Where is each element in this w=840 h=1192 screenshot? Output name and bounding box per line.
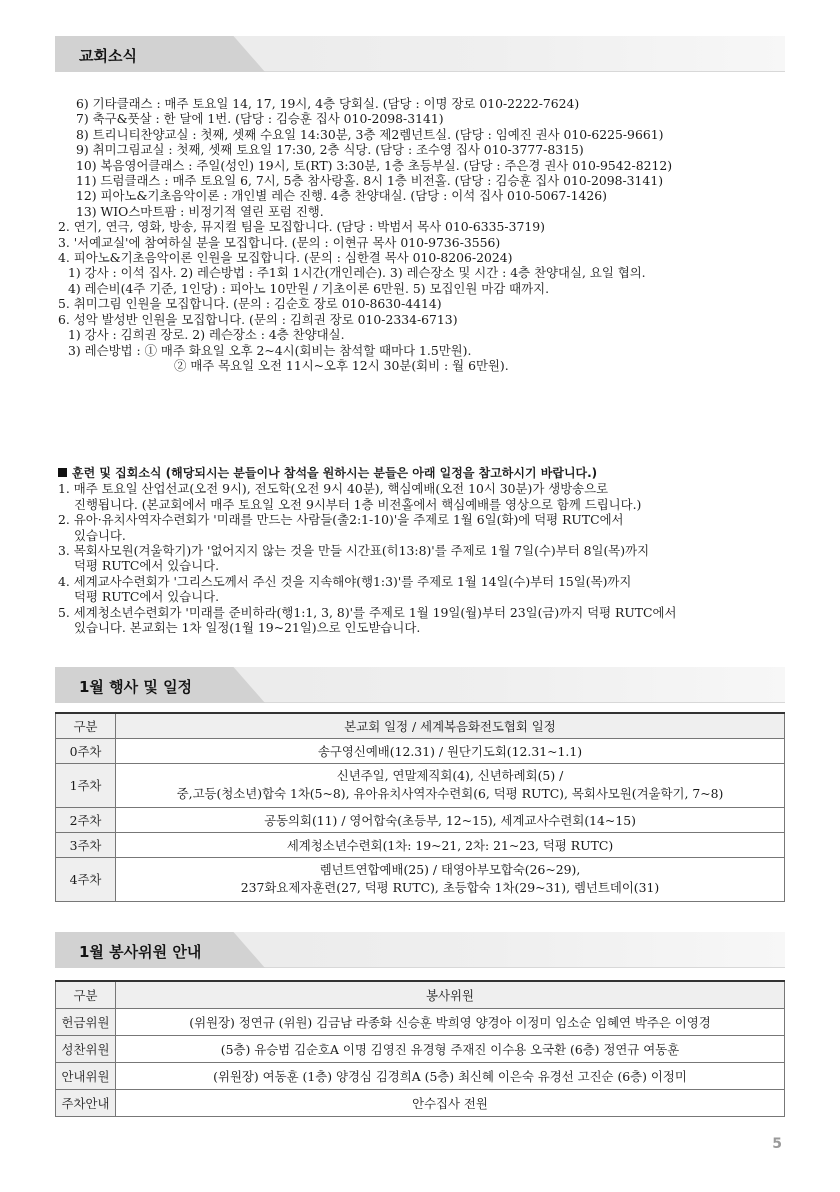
news-item: 6. 성악 발성반 인원을 모집합니다. (문의 : 김희권 장로 010-2334-6713)	[58, 311, 458, 327]
news-item: 2. 연기, 연극, 영화, 방송, 뮤지컬 팀을 모집합니다. (담당 : 박범서 목사 010-6335-3719)	[58, 219, 545, 235]
duty-table	[55, 980, 785, 1117]
table-row	[56, 1089, 785, 1116]
table-row	[56, 857, 785, 901]
notice-heading-text: 훈련 및 집회소식 (해당되시는 분들이나 참석을 원하시는 분들은 아래 일정을 참고하시기 바랍니다.)	[72, 466, 598, 480]
news-item: 4) 레슨비(4주 기준, 1인당) : 피아노 10만원 / 기초이론 6만원. 5) 모집인원 마감 때까지.	[68, 280, 550, 296]
table-row	[56, 807, 785, 832]
row-value	[116, 832, 785, 857]
row-value	[116, 857, 785, 901]
news-item: 1) 강사 : 김희권 장로. 2) 레슨장소 : 4층 찬양대실.	[68, 327, 345, 343]
row-label: 헌금위원	[56, 1008, 116, 1035]
row-value: (위원장) 정연규 (위원) 김금남 라종화 신승훈 박희영 양경아 이정미 임소순 임혜연 박주은 이영경	[116, 1008, 785, 1035]
row-value: (위원장) 여동훈 (1층) 양경심 김경희A (5층) 최신혜 이은숙 유경선 고진순 (6층) 이정미	[116, 1062, 785, 1089]
column-header: 본교회 일정 / 세계복음화전도협회 일정	[116, 713, 785, 738]
row-value	[116, 763, 785, 807]
news-item: 3. '서예교실'에 참여하실 분을 모집합니다. (문의 : 이현규 목사 010-9736-3556)	[58, 234, 501, 250]
news-item: 10) 복음영어클래스 : 주일(성인) 19시, 토(RT) 3:30분, 1층 초등부실. (담당 : 주은경 권사 010-9542-8212)	[76, 157, 673, 173]
section-title-events: 1월 행사 및 일정	[79, 678, 193, 696]
notice-item: 있습니다.	[74, 527, 126, 543]
page-number: 5	[772, 1136, 782, 1152]
row-label: 주차안내	[56, 1089, 116, 1116]
news-item: 1) 강사 : 이석 집사. 2) 레슨방법 : 주1회 1시간(개인레슨). 3) 레슨장소 및 시간 : 4층 찬양대실, 요일 협의.	[68, 265, 646, 281]
notice-item: 3. 목회사모원(겨울학기)가 '없어지지 않는 것을 만들 시간표(히13:8)'를 주제로 1월 7일(수)부터 8일(목)까지	[58, 543, 650, 559]
row-label: 3주차	[56, 832, 116, 857]
news-item: 5. 취미그림 인원을 모집합니다. (문의 : 김순호 장로 010-8630-4414)	[58, 296, 442, 312]
column-header: 구분	[56, 981, 116, 1008]
notice-item: 덕평 RUTC에서 있습니다.	[74, 589, 220, 605]
news-item: 9) 취미그림교실 : 첫째, 셋째 토요일 17:30, 2층 식당. (담당 : 조수영 집사 010-3777-8315)	[76, 142, 584, 158]
news-item: 4. 피아노&기초음악이론 인원을 모집합니다. (문의 : 심한결 목사 010-8206-2024)	[58, 250, 513, 266]
cell-line: 237화요제자훈련(27, 덕평 RUTC), 초등합숙 1차(29~31), 렘넌트데이(31)	[240, 880, 660, 895]
table-row	[56, 1035, 785, 1062]
section-header-news	[55, 36, 785, 72]
square-bullet-icon	[58, 468, 67, 477]
row-label: 성찬위원	[56, 1035, 116, 1062]
news-item: 6) 기타클래스 : 매주 토요일 14, 17, 19시, 4층 당회실. (담당 : 이명 장로 010-2222-7624)	[76, 96, 580, 111]
notice-item: 덕평 RUTC에서 있습니다.	[74, 558, 220, 574]
section-header-events	[55, 667, 785, 703]
notice-item: 4. 세계교사수련회가 '그리스도께서 주신 것을 지속해야(행1:3)'를 주제로 1월 14일(수)부터 15일(목)까지	[58, 573, 632, 589]
section-title-news: 교회소식	[79, 47, 137, 65]
notice-item: 2. 유아·유치사역자수련회가 '미래를 만드는 사람들(출2:1-10)'을 주제로 1월 6일(화)에 덕평 RUTC에서	[58, 512, 624, 528]
schedule-table	[55, 712, 785, 902]
table-row	[56, 1062, 785, 1089]
news-item: 3) 레슨방법 : ① 매주 화요일 오후 2~4시(회비는 참석할 때마다 1.5만원).	[68, 342, 472, 358]
cell-line: 신년주일, 연말제직회(4), 신년하례회(5) /	[336, 768, 564, 783]
table-header-row	[56, 713, 785, 738]
column-header: 봉사위원	[116, 981, 785, 1008]
row-label: 1주차	[56, 763, 116, 807]
training-notice	[58, 466, 788, 635]
table-row	[56, 832, 785, 857]
news-item: 12) 피아노&기초음악이론 : 개인별 레슨 진행. 4층 찬양대실. (담당 : 이석 집사 010-5067-1426)	[76, 188, 607, 204]
table-row	[56, 738, 785, 763]
row-value	[116, 807, 785, 832]
notice-heading	[58, 466, 788, 481]
notice-item: 5. 세계청소년수련회가 '미래를 준비하라(행1:1, 3, 8)'를 주제로 1월 19일(월)부터 23일(금)까지 덕평 RUTC에서	[58, 604, 677, 620]
row-label: 2주차	[56, 807, 116, 832]
section-title-duty: 1월 봉사위원 안내	[79, 943, 202, 961]
section-header-duty	[55, 932, 785, 968]
table-row	[56, 1008, 785, 1035]
news-item: 8) 트리니티찬양교실 : 첫째, 셋째 수요일 14:30분, 3층 제2렘넌트실. (담당 : 임예진 권사 010-6225-9661)	[76, 126, 664, 142]
news-item: 7) 축구&풋살 : 한 달에 1번. (담당 : 김승훈 집사 010-2098-3141)	[76, 111, 444, 127]
row-label: 4주차	[56, 857, 116, 901]
news-item: 11) 드럼클래스 : 매주 토요일 6, 7시, 5층 참사랑홀. 8시 1층 비전홀. (담당 : 김승훈 집사 010-2098-3141)	[76, 173, 664, 189]
notice-item: 진행됩니다. (본교회에서 매주 토요일 오전 9시부터 1층 비전홀에서 핵심예배를 영상으로 함께 드립니다.)	[74, 496, 642, 512]
cell-line: 세계청소년수련회(1차: 19~21, 2차: 21~23, 덕평 RUTC)	[286, 837, 614, 853]
cell-line: 송구영신예배(12.31) / 원단기도회(12.31~1.1)	[317, 743, 583, 759]
cell-line: 공동의회(11) / 영어합숙(초등부, 12~15), 세계교사수련회(14~15)	[264, 812, 636, 828]
news-item: 13) WIO스마트팜 : 비정기적 열린 포럼 진행.	[76, 203, 324, 219]
row-value: (5층) 유승범 김순호A 이명 김영진 유경형 주재진 이수용 오국환 (6층) 정연규 여동훈	[116, 1035, 785, 1062]
news-list	[58, 96, 788, 373]
table-row	[56, 763, 785, 807]
row-label: 0주차	[56, 738, 116, 763]
news-item: ② 매주 목요일 오전 11시~오후 12시 30분(회비 : 월 6만원).	[174, 357, 509, 373]
cell-line: 렘넌트연합예배(25) / 태영아부모합숙(26~29),	[319, 862, 581, 877]
notice-item: 1. 매주 토요일 산업선교(오전 9시), 전도학(오전 9시 40분), 핵심예배(오전 10시 30분)가 생방송으로	[58, 481, 609, 497]
column-header: 구분	[56, 713, 116, 738]
notice-item: 있습니다. 본교회는 1차 일정(1월 19~21일)으로 인도받습니다.	[74, 620, 421, 636]
row-value: 안수집사 전원	[116, 1089, 785, 1116]
cell-line: 중,고등(청소년)합숙 1차(5~8), 유아유치사역자수련회(6, 덕평 RUTC), 목회사모원(겨울학기, 7~8)	[176, 786, 724, 801]
row-value	[116, 738, 785, 763]
table-header-row	[56, 981, 785, 1008]
row-label: 안내위원	[56, 1062, 116, 1089]
